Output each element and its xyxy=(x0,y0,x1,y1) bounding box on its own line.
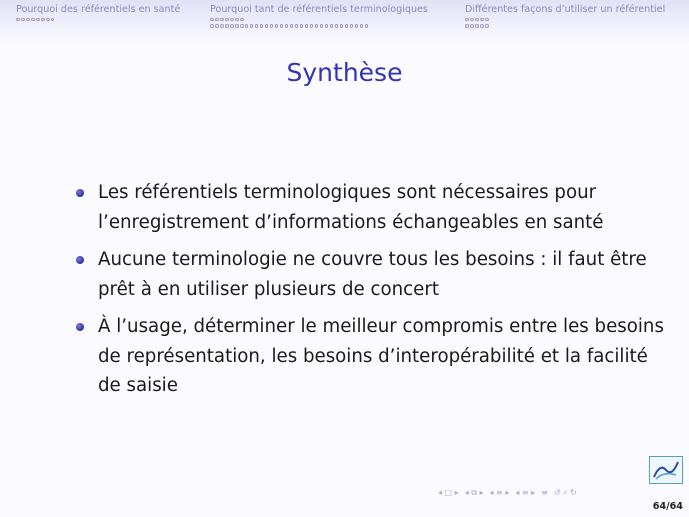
mini-frame-dot[interactable] xyxy=(235,18,239,22)
nav-section-icon[interactable]: ◂ ≡ ▸ xyxy=(489,488,510,497)
mini-frames-row xyxy=(210,24,428,29)
mini-frame-dot[interactable] xyxy=(220,24,224,28)
mini-frame-dot[interactable] xyxy=(295,24,299,28)
mini-frame-dot[interactable] xyxy=(235,24,239,28)
frame-number: 64/64 xyxy=(652,501,683,512)
mini-frame-dot[interactable] xyxy=(350,24,354,28)
mini-frame-dot[interactable] xyxy=(245,24,249,28)
mini-frame-dot[interactable] xyxy=(46,18,50,22)
bullet-text: Aucune terminologie ne couvre tous les besoins : il faut être prêt à en utiliser plusieurs de concert xyxy=(98,249,647,300)
mini-frame-dot[interactable] xyxy=(240,24,244,28)
mini-frame-dot[interactable] xyxy=(240,18,244,22)
mini-frame-dot[interactable] xyxy=(36,18,40,22)
mini-frame-dot[interactable] xyxy=(21,18,25,22)
mini-frame-dot[interactable] xyxy=(335,24,339,28)
slide-title: Synthèse xyxy=(286,58,403,87)
headline-navigation xyxy=(0,0,689,44)
mini-frame-dot[interactable] xyxy=(41,18,45,22)
bullet-text: À l’usage, déterminer le meilleur compromis entre les besoins de représentation, les besoins d’interopérabilité et la facilité de saisie xyxy=(98,316,664,396)
mini-frame-dot[interactable] xyxy=(480,18,484,22)
mini-frame-dot[interactable] xyxy=(225,18,229,22)
section-nav-1[interactable] xyxy=(16,4,180,23)
mini-frame-dot[interactable] xyxy=(470,24,474,28)
mini-frames-row xyxy=(210,18,428,23)
logo-graphic xyxy=(650,457,682,483)
mini-frame-dot[interactable] xyxy=(470,18,474,22)
mini-frame-dot[interactable] xyxy=(465,18,469,22)
nav-align-icon[interactable]: ≡ xyxy=(541,488,548,497)
nav-subsection-icon[interactable]: ◂ ⧉ ▸ xyxy=(464,488,484,497)
mini-frame-dot[interactable] xyxy=(355,24,359,28)
mini-frame-dot[interactable] xyxy=(270,24,274,28)
mini-frame-dot[interactable] xyxy=(475,24,479,28)
mini-frame-dot[interactable] xyxy=(485,18,489,22)
mini-frame-dot[interactable] xyxy=(330,24,334,28)
mini-frame-dot[interactable] xyxy=(215,18,219,22)
mini-frame-dot[interactable] xyxy=(305,24,309,28)
section-title[interactable]: Différentes façons d’utiliser un référentiel xyxy=(465,4,666,15)
nav-frame-icon[interactable]: ◂ □ ▸ xyxy=(438,488,459,497)
bullet-icon xyxy=(76,323,84,331)
mini-frame-dot[interactable] xyxy=(285,24,289,28)
mini-frame-dot[interactable] xyxy=(320,24,324,28)
mini-frame-dot[interactable] xyxy=(275,24,279,28)
mini-frame-dot[interactable] xyxy=(290,24,294,28)
institution-logo-icon xyxy=(649,456,683,484)
mini-frame-dot[interactable] xyxy=(480,24,484,28)
mini-frames-row xyxy=(465,24,665,29)
section-title[interactable]: Pourquoi tant de référentiels terminologiques xyxy=(210,4,428,15)
mini-frame-dot[interactable] xyxy=(325,24,329,28)
bullet-item xyxy=(72,312,672,401)
mini-frame-dot[interactable] xyxy=(255,24,259,28)
mini-frame-dot[interactable] xyxy=(215,24,219,28)
section-nav-2[interactable] xyxy=(210,4,428,29)
mini-frame-dot[interactable] xyxy=(280,24,284,28)
mini-frame-dot[interactable] xyxy=(16,18,20,22)
mini-frame-dot[interactable] xyxy=(260,24,264,28)
mini-frame-dot[interactable] xyxy=(220,18,224,22)
mini-frame-dot[interactable] xyxy=(485,24,489,28)
mini-frame-dot[interactable] xyxy=(475,18,479,22)
nav-presentation-icon[interactable]: ◂ ≡ ▸ xyxy=(515,488,536,497)
nav-search-icon[interactable]: ↺ ⌕ ↻ xyxy=(553,488,577,497)
mini-frame-dot[interactable] xyxy=(265,24,269,28)
mini-frame-dot[interactable] xyxy=(360,24,364,28)
mini-frames-row xyxy=(16,18,180,23)
mini-frame-dot[interactable] xyxy=(230,24,234,28)
bullet-text: Les référentiels terminologiques sont nécessaires pour l’enregistrement d’informations échangeables en santé xyxy=(98,182,604,233)
mini-frame-dot[interactable] xyxy=(31,18,35,22)
beamer-navigation-bar xyxy=(438,487,577,499)
mini-frame-dot[interactable] xyxy=(300,24,304,28)
mini-frame-dot[interactable] xyxy=(210,24,214,28)
section-title[interactable]: Pourquoi des référentiels en santé xyxy=(16,4,181,15)
section-nav-3[interactable] xyxy=(465,4,665,29)
bullet-item xyxy=(72,178,672,237)
mini-frame-dot[interactable] xyxy=(230,18,234,22)
mini-frame-dot[interactable] xyxy=(345,24,349,28)
mini-frame-dot[interactable] xyxy=(210,18,214,22)
mini-frames-row xyxy=(465,18,665,23)
bullet-icon xyxy=(76,256,84,264)
mini-frame-dot[interactable] xyxy=(365,24,369,28)
mini-frame-dot[interactable] xyxy=(26,18,30,22)
mini-frame-dot[interactable] xyxy=(310,24,314,28)
mini-frame-dot[interactable] xyxy=(225,24,229,28)
mini-frame-dot[interactable] xyxy=(250,24,254,28)
bullet-item xyxy=(72,245,672,304)
bullet-icon xyxy=(76,189,84,197)
bullet-list xyxy=(72,178,672,409)
mini-frame-dot[interactable] xyxy=(51,18,55,22)
mini-frame-dot[interactable] xyxy=(340,24,344,28)
mini-frame-dot[interactable] xyxy=(315,24,319,28)
mini-frame-dot[interactable] xyxy=(465,24,469,28)
